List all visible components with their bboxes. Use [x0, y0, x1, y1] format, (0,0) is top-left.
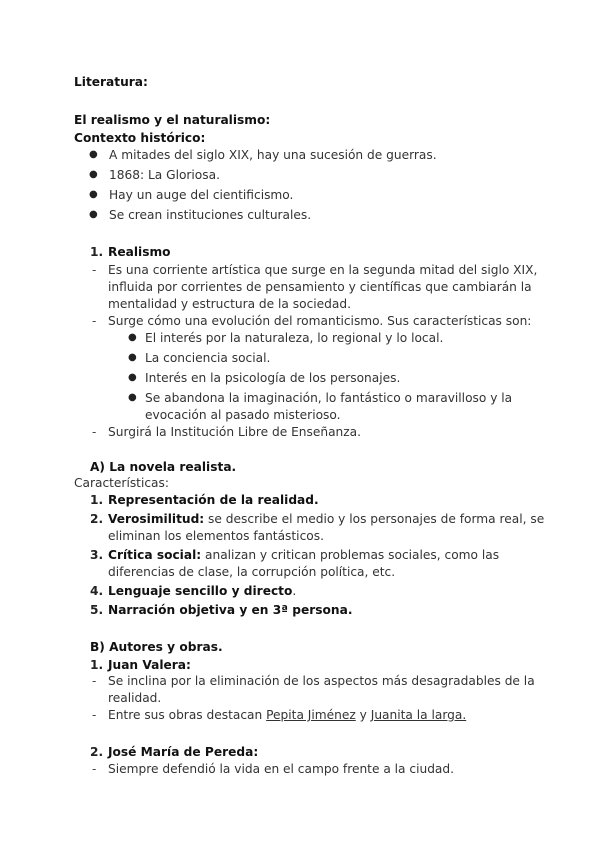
text-line: Se inclina por la eliminación de los aspectos más desagradables de la — [108, 674, 535, 688]
list-item: evocación al pasado misterioso. — [145, 408, 341, 422]
bullet-icon: ● — [128, 332, 137, 343]
context-heading: Contexto histórico: — [74, 131, 206, 145]
item-bold: Verosimilitud: — [108, 512, 205, 526]
dash-marker: - — [92, 263, 97, 277]
text-line: diferencias de clase, la corrupción política, etc. — [108, 565, 396, 579]
item-text: se describe el medio y los personajes de forma real, se — [204, 512, 545, 526]
text-line: Es una corriente artística que surge en la segunda mitad del siglo XIX, — [108, 263, 538, 277]
list-item — [108, 582, 296, 600]
list-number: 1. — [90, 658, 104, 672]
autores-heading: B) Autores y obras. — [90, 640, 223, 654]
dash-marker: - — [92, 674, 97, 688]
list-item: Interés en la psicología de los personajes. — [145, 371, 401, 385]
list-number: 4. — [90, 584, 104, 598]
list-number: 1. — [90, 493, 104, 507]
list-number: 2. — [90, 745, 104, 759]
list-item: Hay un auge del cientificismo. — [109, 188, 294, 202]
dash-marker: - — [92, 425, 97, 439]
list-item: 1868: La Gloriosa. — [109, 168, 220, 182]
list-item — [108, 491, 319, 509]
page-title: Literatura: — [74, 75, 148, 89]
list-number: 1. — [90, 245, 104, 259]
novela-subheading: Características: — [74, 476, 169, 490]
dash-marker: - — [92, 314, 97, 328]
bullet-icon: ● — [128, 372, 137, 383]
text-line: Surge cómo una evolución del romanticismo. Sus características son: — [108, 314, 532, 328]
list-item — [108, 601, 352, 619]
novela-heading: A) La novela realista. — [90, 460, 237, 474]
text-line — [108, 706, 466, 724]
list-number: 5. — [90, 603, 104, 617]
realismo-heading: Realismo — [108, 245, 171, 259]
text-line: Surgirá la Institución Libre de Enseñanza. — [108, 425, 362, 439]
bullet-icon: ● — [89, 149, 98, 160]
item-bold: Representación de la realidad. — [108, 493, 319, 507]
text-line: influida por corrientes de pensamiento y científicas que cambiarán la — [108, 280, 532, 294]
section-heading: El realismo y el naturalismo: — [74, 113, 271, 127]
item-bold: Crítica social: — [108, 548, 202, 562]
item-bold: Lenguaje sencillo y directo — [108, 584, 293, 598]
list-item: A mitades del siglo XIX, hay una sucesión de guerras. — [109, 148, 437, 162]
bullet-icon: ● — [128, 392, 137, 403]
bullet-icon: ● — [89, 169, 98, 180]
item-text: analizan y critican problemas sociales, como las — [201, 548, 500, 562]
list-item — [108, 510, 544, 528]
text-line: realidad. — [108, 691, 162, 705]
dash-marker: - — [92, 762, 97, 776]
text-prefix: Entre sus obras destacan — [108, 708, 267, 722]
list-number: 3. — [90, 548, 104, 562]
text-line: Siempre defendió la vida en el campo frente a la ciudad. — [108, 762, 455, 776]
connector-text: y — [355, 708, 371, 722]
author-name: Juan Valera: — [108, 658, 191, 672]
list-item — [108, 546, 499, 564]
list-item: Se crean instituciones culturales. — [109, 208, 312, 222]
list-item: La conciencia social. — [145, 351, 271, 365]
list-number: 2. — [90, 512, 104, 526]
item-text: . — [292, 584, 297, 598]
list-item: El interés por la naturaleza, lo regional y lo local. — [145, 331, 444, 345]
text-line: eliminan los elementos fantásticos. — [108, 529, 324, 543]
dash-marker: - — [92, 708, 97, 722]
bullet-icon: ● — [89, 209, 98, 220]
bullet-icon: ● — [89, 189, 98, 200]
item-bold: Narración objetiva y en 3ª persona. — [108, 603, 353, 617]
bullet-icon: ● — [128, 352, 137, 363]
list-item: Se abandona la imaginación, lo fantástico o maravilloso y la — [145, 391, 513, 405]
work-title-link[interactable]: Juanita la larga. — [370, 708, 467, 722]
work-title-link[interactable]: Pepita Jiménez — [266, 708, 356, 722]
author-name: José María de Pereda: — [108, 745, 259, 759]
text-line: mentalidad y estructura de la sociedad. — [108, 297, 351, 311]
